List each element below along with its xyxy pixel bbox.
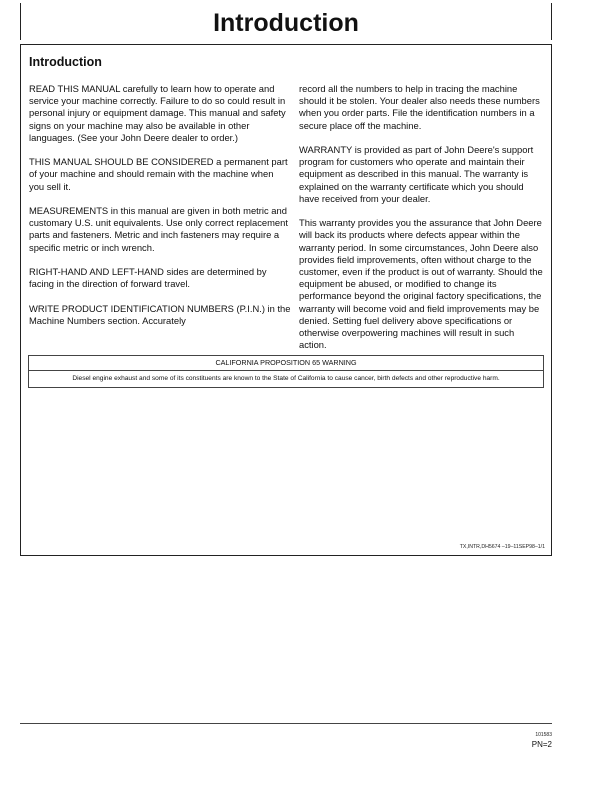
- paragraph-measurements: MEASUREMENTS in this manual are given in both metric and customary U.S. unit equivalents. Use only correct replacement parts and fasteners. Metric and inch fasteners may require a specific metric or inch wrench.: [29, 205, 288, 253]
- paragraph-warranty: WARRANTY is provided as part of John Deere's support program for customers who operate and maintain their equipment as described in this manual. The warranty is explained on the warranty certificate which you should have received from your dealer.: [299, 144, 534, 204]
- paragraph-write-pin: WRITE PRODUCT IDENTIFICATION NUMBERS (P.I.N.) in the Machine Numbers section. Accurately: [29, 302, 291, 326]
- page-header: [20, 3, 552, 40]
- paragraph-warranty-assurance: This warranty provides you the assurance that John Deere will back its products where defects appear within the warranty period. In some circumstances, John Deere also provides field improvements, often without charge to the customer, even if the product is out of warranty. Should the equipment be abused, or modified to change its performance beyond the original factory specifications, the warranty will become void and field improvements may be denied. Setting fuel delivery above specifications or otherwise overpowering machines will result in such action.: [299, 217, 543, 351]
- warning-title: CALIFORNIA PROPOSITION 65 WARNING: [29, 356, 543, 371]
- paragraph-permanent-part: THIS MANUAL SHOULD BE CONSIDERED a permanent part of your machine and should remain with the machine when you sell it.: [29, 156, 288, 192]
- warning-body: Diesel engine exhaust and some of its constituents are known to the State of California to cause cancer, birth defects and other reproductive harm.: [72, 375, 500, 382]
- prop65-warning-box: [28, 355, 544, 388]
- content-box: [20, 44, 552, 556]
- right-column: [299, 83, 543, 364]
- footer-code: 101583: [535, 732, 552, 738]
- paragraph-record-numbers: record all the numbers to help in tracing the machine should it be stolen. Your dealer also needs these numbers when you order parts. File the identification numbers in a secure place off the machine.: [299, 83, 540, 131]
- section-heading: Introduction: [29, 55, 102, 69]
- document-reference: TX,INTR,DH5674 –19–11SEP98–1/1: [459, 544, 545, 550]
- paragraph-right-left-hand: RIGHT-HAND AND LEFT-HAND sides are determined by facing in the direction of forward travel.: [29, 266, 267, 290]
- page-title: Introduction: [213, 9, 359, 37]
- page-number: PN=2: [531, 740, 552, 749]
- left-column: [29, 83, 291, 339]
- paragraph-read-manual: READ THIS MANUAL carefully to learn how to operate and service your machine correctly. Failure to do so could result in personal injury or equipment damage. This manual and safety signs on your machine may also be available in other languages. (See your John Deere dealer to order.): [29, 83, 286, 143]
- footer-divider: [20, 723, 552, 724]
